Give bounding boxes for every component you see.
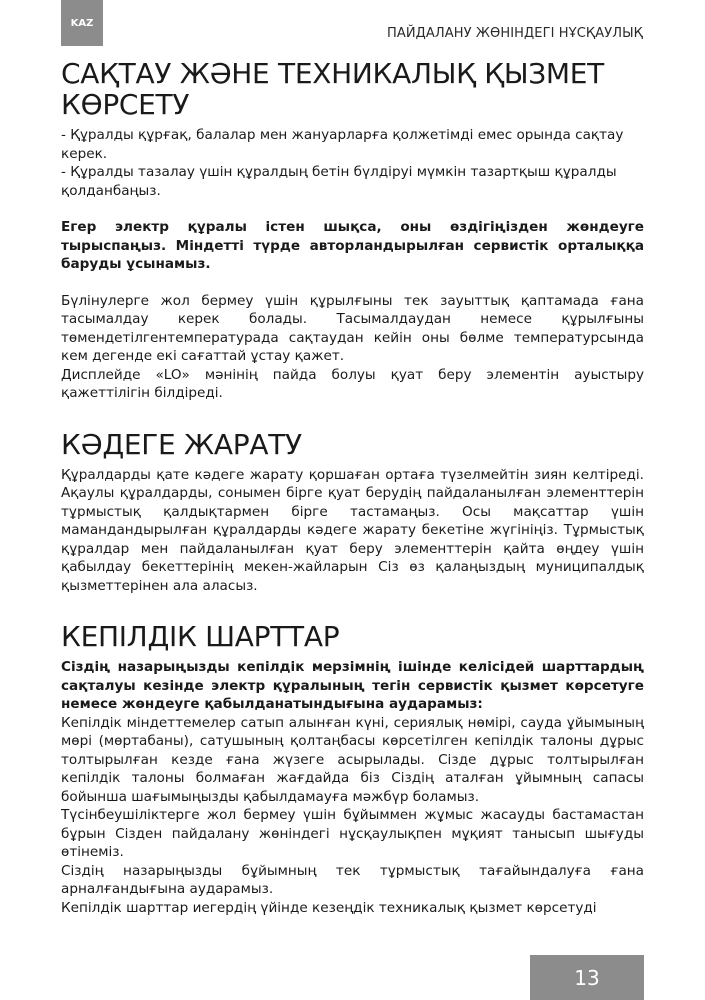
warranty-section bbox=[61, 621, 644, 917]
disposal-heading: КӘДЕГЕ ЖАРАТУ bbox=[61, 427, 302, 461]
storage-paragraph-2: Дисплейде «LO» мәнінің пайда болуы қуат беру элементін ауыстыру қажеттілігін білдіреді. bbox=[61, 366, 644, 401]
storage-warning: Егер электр құралы істен шықса, оны өздігіңізден жөндеуге тырыспаңыз. Міндетті түрде авторландырылған сервистік орталыққа баруды ұсынамыз. bbox=[61, 219, 644, 272]
warranty-heading: КЕПІЛДІК ШАРТТАР bbox=[61, 620, 340, 653]
disposal-paragraph: Құралдарды қате кәдеге жарату қоршаған ортаға түзелмейтін зиян келтіреді. Ақаулы құралдарды, сонымен бірге қуат берудің пайдаланылған элементтерін тұрмыстық қалдықтармен бірге тастамаңыз. Осы мақсаттар үшін мамандандырылған құралдарды кәдеге жарату бекетіне жүгініңіз. Тұрмыстық құралдар мен пайдаланылған қуат беру элементтерін қайта өңдеу үшін қабылдау бекеттерінің мекен-жайларын Сіз өз қалаңыздың муниципалдық қызметтерінен ала аласыз. bbox=[61, 466, 644, 594]
storage-heading-line2: КӨРСЕТУ bbox=[61, 88, 190, 121]
storage-paragraph-1: Бүлінулерге жол бермеу үшін құрылғыны тек зауыттық қаптамада ғана тасымалдау керек болады. Тасымалдаудан немесе құрылғыны төмендетілгентемпературада сақтаудан кейін оны бөлме температурсында кем дегенде екі сағаттай ұстау қажет. bbox=[61, 292, 644, 364]
storage-heading bbox=[61, 58, 644, 120]
page-content bbox=[61, 58, 644, 917]
warranty-paragraph-3: Сіздің назарыңызды бұйымның тек тұрмыстық тағайындалуға ғана арналғандығына аударамыз. bbox=[61, 862, 644, 897]
header-title: ПАЙДАЛАНУ ЖӨНІНДЕГІ НҰСҚАУЛЫҚ bbox=[386, 26, 643, 41]
warranty-paragraph-2: Түсінбеушіліктерге жол бермеу үшін бұйыммен жұмыс жасауды бастамастан бұрын Сізден пайдалану жөніндегі нұсқаулықпен мұқият танысып шығуды өтінеміз. bbox=[61, 807, 644, 860]
page-number: 13 bbox=[530, 955, 644, 1000]
storage-section bbox=[61, 58, 644, 403]
disposal-section bbox=[61, 429, 644, 596]
warranty-intro: Сіздің назарыңызды кепілдік мерзімнің ішінде келісідей шарттардың сақталуы кезінде электр құралының тегін сервистік қызмет көрсетуге немесе жөндеуге қабылданатындығына аударамыз: bbox=[61, 659, 644, 712]
warranty-paragraph-4: Кепілдік шарттар иегердің үйінде кезеңдік техникалық қызмет көрсетуді bbox=[61, 899, 597, 916]
warranty-paragraph-1: Кепілдік міндеттемелер сатып алынған күні, сериялық нөмірі, сауда ұйымының мөрі (мөртабаны), сатушының қолтаңбасы көрсетілген кепілдік талоны дұрыс толтырылған кезде ғана жүзеге асырылады. Сізде дұрыс толтырылған кепілдік талоны болмаған жағдайда біз Сіздің аталған ұйымның сапасы бойынша шағымыңызды қабылдамауға мәжбүр боламыз. bbox=[61, 714, 644, 805]
storage-heading-line1: САҚТАУ ЖӘНЕ ТЕХНИКАЛЫҚ ҚЫЗМЕТ bbox=[61, 57, 604, 90]
storage-item-2: - Құралды тазалау үшін құралдың бетін бүлдіруі мүмкін тазартқыш құралды қолданбаңыз. bbox=[61, 164, 617, 199]
language-tab: KAZ bbox=[61, 0, 103, 46]
storage-item-1: - Құралды құрғақ, балалар мен жануарларға қолжетімді емес орында сақтау керек. bbox=[61, 127, 624, 162]
